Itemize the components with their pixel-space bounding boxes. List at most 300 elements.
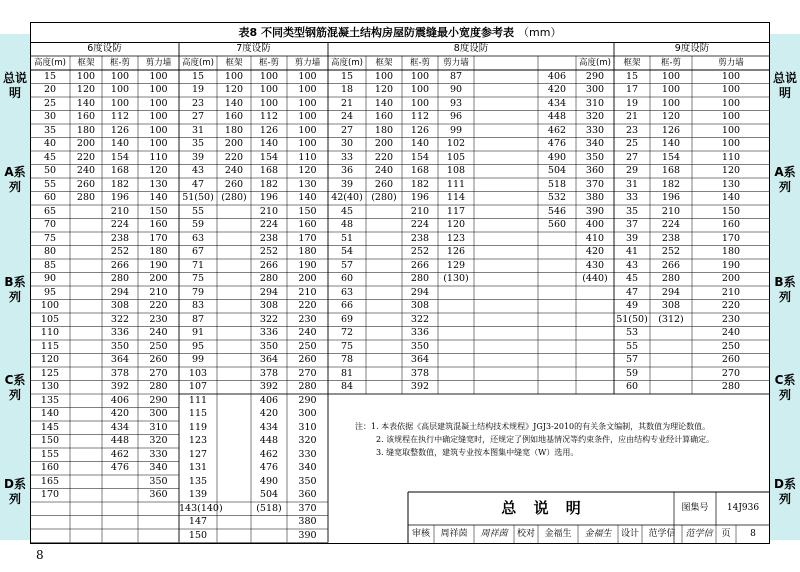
table-cell: 100 bbox=[721, 111, 741, 123]
table-cell: 280 bbox=[410, 273, 430, 285]
table-cell: 360 bbox=[298, 489, 317, 501]
table-cell: 182 bbox=[110, 178, 130, 190]
table-cell: 100 bbox=[76, 70, 96, 82]
table-cell: 294 bbox=[110, 286, 130, 298]
table-cell: 308 bbox=[661, 300, 681, 312]
designer-name: 范学信 bbox=[648, 529, 676, 539]
table-cell: (130) bbox=[443, 273, 469, 285]
check-label: 校对 bbox=[516, 529, 535, 539]
table-cell: 30 bbox=[43, 111, 57, 123]
table-cell: 96 bbox=[449, 111, 463, 123]
table-cell: 31 bbox=[625, 178, 639, 190]
table-cell: 42(40) bbox=[331, 192, 363, 204]
table-cell: 350 bbox=[585, 151, 605, 163]
table-cell: 200 bbox=[149, 273, 168, 285]
table-cell: 39 bbox=[340, 178, 354, 190]
review-label: 审核 bbox=[411, 529, 430, 539]
column-header: 框-剪 bbox=[660, 58, 682, 68]
table-cell: 90 bbox=[43, 273, 57, 285]
table-cell: 168 bbox=[110, 165, 130, 177]
table-cell: 129 bbox=[446, 259, 466, 271]
table-cell: 100 bbox=[298, 124, 317, 136]
table-cell: 350 bbox=[298, 475, 317, 487]
table-cell: 260 bbox=[721, 354, 741, 366]
table-cell: 160 bbox=[40, 462, 60, 474]
column-header: 框架 bbox=[225, 58, 243, 68]
table-cell: 224 bbox=[259, 219, 279, 231]
table-cell: 290 bbox=[298, 394, 317, 406]
table-cell: 160 bbox=[224, 111, 244, 123]
table-cell: 53 bbox=[625, 327, 639, 339]
table-cell: 83 bbox=[191, 300, 205, 312]
table-cell: 21 bbox=[625, 111, 639, 123]
table-cell: 260 bbox=[374, 178, 394, 190]
table-cell: 180 bbox=[224, 124, 244, 136]
table-cell: 15 bbox=[340, 70, 354, 82]
table-cell: 123 bbox=[446, 232, 466, 244]
table-cell: (280) bbox=[221, 192, 247, 204]
column-header: 高度(m) bbox=[182, 58, 214, 68]
table-cell: 300 bbox=[298, 408, 317, 420]
table-cell: 117 bbox=[446, 205, 466, 217]
table-cell: 252 bbox=[410, 246, 430, 258]
table-cell: 266 bbox=[410, 259, 430, 271]
table-cell: 112 bbox=[410, 111, 430, 123]
right-tab-d-series[interactable]: D系列 bbox=[774, 477, 796, 506]
sheet-border bbox=[30, 22, 770, 544]
table-cell: 100 bbox=[410, 97, 430, 109]
table-cell: 75 bbox=[340, 340, 354, 352]
table-cell: 370 bbox=[298, 502, 317, 514]
table-cell: 168 bbox=[661, 165, 681, 177]
side-tab-c-series[interactable]: C系列 bbox=[4, 373, 26, 402]
table-cell: 45 bbox=[43, 151, 57, 163]
table-cell: 504 bbox=[547, 165, 567, 177]
table-cell: 252 bbox=[661, 246, 681, 258]
table-cell: 476 bbox=[547, 138, 567, 150]
table-cell: 100 bbox=[721, 97, 741, 109]
table-cell: 57 bbox=[340, 259, 354, 271]
note-1: 注：1. 本表依据《高层建筑混凝土结构技术规程》JGJ3-2010的有关条文编制，其数值为理论数值。 bbox=[355, 422, 711, 431]
table-cell: 100 bbox=[410, 70, 430, 82]
table-cell: 100 bbox=[721, 138, 741, 150]
table-cell: 100 bbox=[298, 111, 317, 123]
table-cell: 380 bbox=[298, 516, 317, 528]
table-cell: 546 bbox=[547, 205, 567, 217]
table-cell: 322 bbox=[259, 313, 279, 325]
group-header-2: 7度设防 bbox=[236, 43, 271, 54]
table-cell: 280 bbox=[661, 273, 681, 285]
table-cell: 75 bbox=[191, 273, 205, 285]
column-header: 框-剪 bbox=[409, 58, 431, 68]
table-cell: 102 bbox=[446, 138, 466, 150]
table-cell: 392 bbox=[110, 381, 130, 393]
table-cell: 120 bbox=[661, 111, 681, 123]
table-cell: 75 bbox=[43, 232, 57, 244]
table-cell: 120 bbox=[298, 165, 317, 177]
table-cell: 280 bbox=[721, 381, 741, 393]
table-cell: 290 bbox=[149, 394, 168, 406]
table-cell: 20 bbox=[43, 84, 57, 96]
table-cell: 55 bbox=[43, 178, 57, 190]
table-cell: 476 bbox=[259, 462, 279, 474]
table-cell: 65 bbox=[43, 205, 57, 217]
table-cell: 155 bbox=[40, 448, 60, 460]
table-cell: 33 bbox=[625, 192, 639, 204]
table-cell: 50 bbox=[43, 165, 57, 177]
table-cell: 390 bbox=[585, 205, 605, 217]
column-header: 框-剪 bbox=[258, 58, 280, 68]
table-cell: 25 bbox=[43, 97, 57, 109]
table-cell: 100 bbox=[298, 70, 317, 82]
table-cell: 135 bbox=[188, 475, 208, 487]
table-cell: 100 bbox=[259, 70, 279, 82]
table-cell: 168 bbox=[259, 165, 279, 177]
table-cell: 54 bbox=[340, 246, 354, 258]
table-cell: 35 bbox=[43, 124, 57, 136]
table-cell: 100 bbox=[149, 138, 168, 150]
table-cell: 140 bbox=[259, 138, 279, 150]
table-cell: 360 bbox=[585, 165, 605, 177]
drawing-title: 总 说 明 bbox=[501, 499, 587, 517]
checker-name: 金福生 bbox=[544, 529, 572, 539]
table-cell: 150 bbox=[149, 205, 168, 217]
table-cell: 364 bbox=[410, 354, 430, 366]
table-cell: 340 bbox=[298, 462, 317, 474]
table-cell: 196 bbox=[661, 192, 681, 204]
table-cell: 126 bbox=[410, 124, 430, 136]
table-cell: 69 bbox=[340, 313, 354, 325]
table-cell: 308 bbox=[410, 300, 430, 312]
table-cell: 100 bbox=[149, 84, 168, 96]
table-cell: 280 bbox=[149, 381, 168, 393]
column-header: 框架 bbox=[375, 58, 393, 68]
checker-signature: 金福生 bbox=[584, 529, 612, 539]
table-cell: 112 bbox=[110, 111, 130, 123]
table-cell: 79 bbox=[191, 286, 205, 298]
table-cell: 350 bbox=[259, 340, 279, 352]
table-cell: 125 bbox=[40, 367, 60, 379]
table-cell: 45 bbox=[625, 273, 639, 285]
table-cell: 100 bbox=[661, 97, 681, 109]
table-cell: 220 bbox=[224, 151, 244, 163]
table-cell: 308 bbox=[110, 300, 130, 312]
table-cell: (312) bbox=[658, 313, 684, 325]
reviewer-signature: 周祥茵 bbox=[480, 529, 508, 539]
table-cell: 41 bbox=[625, 246, 639, 258]
table-cell: 210 bbox=[661, 205, 681, 217]
table-cell: 165 bbox=[40, 475, 60, 487]
table-cell: 115 bbox=[40, 340, 60, 352]
table-cell: 224 bbox=[661, 219, 681, 231]
table-cell: 25 bbox=[625, 138, 639, 150]
table-cell: 230 bbox=[298, 313, 317, 325]
table-cell: 150 bbox=[40, 435, 60, 447]
table-cell: 91 bbox=[191, 327, 205, 339]
table-cell: 260 bbox=[76, 178, 96, 190]
table-cell: 220 bbox=[149, 300, 168, 312]
table-cell: 406 bbox=[110, 394, 130, 406]
table-cell: 260 bbox=[149, 354, 168, 366]
side-tab-general[interactable]: 总说明 bbox=[2, 71, 27, 100]
table-cell: 100 bbox=[110, 70, 130, 82]
table-cell: 120 bbox=[76, 84, 96, 96]
table-cell: 420 bbox=[110, 408, 130, 420]
table-cell: 280 bbox=[76, 192, 96, 204]
table-cell: 48 bbox=[340, 219, 354, 231]
right-tab-general[interactable]: 总说明 bbox=[772, 71, 797, 100]
table-cell: 210 bbox=[721, 286, 741, 298]
table-cell: 85 bbox=[43, 259, 57, 271]
table-cell: 110 bbox=[721, 151, 741, 163]
table-cell: 190 bbox=[149, 259, 168, 271]
table-cell: 87 bbox=[191, 313, 205, 325]
table-cell: 200 bbox=[374, 138, 394, 150]
table-cell: 140 bbox=[110, 138, 130, 150]
table-cell: (280) bbox=[371, 192, 397, 204]
table-cell: 182 bbox=[661, 178, 681, 190]
column-header: 剪力墙 bbox=[145, 58, 172, 68]
table-cell: 139 bbox=[188, 489, 208, 501]
table-cell: 170 bbox=[40, 489, 60, 501]
table-cell: 126 bbox=[446, 246, 466, 258]
table-cell: 310 bbox=[149, 421, 168, 433]
table-cell: 238 bbox=[259, 232, 279, 244]
table-cell: 330 bbox=[149, 448, 168, 460]
table-cell: 100 bbox=[40, 300, 60, 312]
table-cell: 364 bbox=[259, 354, 279, 366]
note-2: 2. 该规程在执行中确定缝宽时，还规定了例如地基情况等约束条件，应由结构专业经计算确定。 bbox=[376, 435, 715, 444]
table-cell: (518) bbox=[256, 502, 282, 514]
table-cell: 190 bbox=[298, 259, 317, 271]
table-cell: 462 bbox=[547, 124, 567, 136]
table-cell: 220 bbox=[721, 300, 741, 312]
table-cell: 238 bbox=[410, 232, 430, 244]
table-cell: 154 bbox=[661, 151, 681, 163]
table-cell: 336 bbox=[410, 327, 430, 339]
table-cell: 99 bbox=[449, 124, 463, 136]
table-cell: 45 bbox=[340, 205, 354, 217]
table-cell: 100 bbox=[110, 97, 130, 109]
table-cell: 40 bbox=[43, 138, 57, 150]
table-cell: 21 bbox=[340, 97, 354, 109]
table-cell: 330 bbox=[298, 448, 317, 460]
table-cell: 100 bbox=[721, 70, 741, 82]
table-cell: 310 bbox=[585, 97, 605, 109]
table-cell: 180 bbox=[374, 124, 394, 136]
table-cell: 154 bbox=[110, 151, 130, 163]
table-cell: 160 bbox=[721, 219, 741, 231]
table-cell: 100 bbox=[259, 97, 279, 109]
table-cell: 420 bbox=[547, 84, 567, 96]
table-cell: 47 bbox=[625, 286, 639, 298]
table-cell: 120 bbox=[446, 219, 466, 231]
table-cell: 448 bbox=[547, 111, 567, 123]
table-cell: 18 bbox=[340, 84, 354, 96]
table-cell: 126 bbox=[259, 124, 279, 136]
table-cell: 196 bbox=[110, 192, 130, 204]
table-cell: 150 bbox=[721, 205, 741, 217]
table-cell: 100 bbox=[410, 84, 430, 96]
table-cell: 100 bbox=[259, 84, 279, 96]
table-cell: 100 bbox=[298, 84, 317, 96]
table-cell: 240 bbox=[721, 327, 741, 339]
table-cell: 168 bbox=[410, 165, 430, 177]
table-cell: 127 bbox=[188, 448, 208, 460]
note-3: 3. 缝宽取整数值，建筑专业按本图集中缝宽（W）选用。 bbox=[376, 448, 579, 457]
table-cell: 105 bbox=[446, 151, 466, 163]
table-cell: 294 bbox=[410, 286, 430, 298]
table-cell: 250 bbox=[721, 340, 741, 352]
table-cell: 63 bbox=[340, 286, 354, 298]
column-header: 高度(m) bbox=[331, 58, 363, 68]
table-cell: 103 bbox=[188, 367, 208, 379]
page-number: 8 bbox=[36, 548, 44, 562]
table-cell: 19 bbox=[625, 97, 639, 109]
group-header-4: 9度设防 bbox=[674, 43, 710, 54]
table-cell: 87 bbox=[449, 70, 463, 82]
table-cell: (440) bbox=[582, 273, 608, 285]
table-cell: 143(140) bbox=[179, 502, 223, 514]
table-cell: 27 bbox=[191, 111, 205, 123]
table-cell: 280 bbox=[110, 273, 130, 285]
table-cell: 126 bbox=[110, 124, 130, 136]
right-tab-a-series[interactable]: A系列 bbox=[774, 165, 796, 194]
table-cell: 320 bbox=[585, 111, 605, 123]
table-cell: 84 bbox=[340, 381, 354, 393]
table-cell: 120 bbox=[149, 165, 168, 177]
column-header: 高度(m) bbox=[34, 58, 66, 68]
table-cell: 170 bbox=[149, 232, 168, 244]
table-cell: 37 bbox=[625, 219, 639, 231]
column-header: 剪力墙 bbox=[294, 58, 321, 68]
table-cell: 224 bbox=[110, 219, 130, 231]
table-cell: 300 bbox=[585, 84, 605, 96]
table-cell: 210 bbox=[110, 205, 130, 217]
table-cell: 80 bbox=[43, 246, 57, 258]
table-cell: 140 bbox=[410, 138, 430, 150]
table-cell: 31 bbox=[191, 124, 205, 136]
side-tab-a-series[interactable]: A系列 bbox=[4, 165, 26, 194]
table-cell: 320 bbox=[298, 435, 317, 447]
table-cell: 140 bbox=[298, 192, 317, 204]
table-cell: 250 bbox=[298, 340, 317, 352]
table-cell: 210 bbox=[410, 205, 430, 217]
table-cell: 160 bbox=[298, 219, 317, 231]
table-cell: 72 bbox=[340, 327, 354, 339]
table-cell: 320 bbox=[149, 435, 168, 447]
table-cell: 150 bbox=[188, 529, 208, 541]
design-label: 设计 bbox=[620, 529, 639, 539]
table-cell: 33 bbox=[340, 151, 354, 163]
table-cell: 15 bbox=[625, 70, 639, 82]
column-header: 框架 bbox=[77, 58, 95, 68]
table-cell: 47 bbox=[191, 178, 205, 190]
table-cell: 51 bbox=[340, 232, 354, 244]
table-cell: 100 bbox=[149, 111, 168, 123]
table-cell: 120 bbox=[40, 354, 60, 366]
table-cell: 336 bbox=[259, 327, 279, 339]
table-cell: 370 bbox=[585, 178, 605, 190]
right-tab-c-series[interactable]: C系列 bbox=[774, 373, 796, 402]
table-cell: 147 bbox=[188, 516, 208, 528]
table-cell: 36 bbox=[340, 165, 354, 177]
table-cell: 196 bbox=[410, 192, 430, 204]
table-cell: 490 bbox=[259, 475, 279, 487]
table-cell: 220 bbox=[374, 151, 394, 163]
table-cell: 126 bbox=[661, 124, 681, 136]
table-cell: 360 bbox=[149, 489, 168, 501]
table-cell: 60 bbox=[43, 192, 57, 204]
table-cell: 240 bbox=[374, 165, 394, 177]
table-cell: 210 bbox=[149, 286, 168, 298]
side-tab-b-series[interactable]: B系列 bbox=[4, 275, 26, 304]
table-cell: 330 bbox=[585, 124, 605, 136]
table-cell: 210 bbox=[259, 205, 279, 217]
table-cell: 504 bbox=[259, 489, 279, 501]
side-tab-d-series[interactable]: D系列 bbox=[4, 477, 26, 506]
right-tab-b-series[interactable]: B系列 bbox=[774, 275, 796, 304]
table-cell: 434 bbox=[110, 421, 130, 433]
table-title: 表8 不同类型钢筋混凝土结构房屋防震缝最小宽度参考表 （mm） bbox=[30, 22, 770, 43]
table-cell: 30 bbox=[340, 138, 354, 150]
table-cell: 35 bbox=[625, 205, 639, 217]
table-cell: 100 bbox=[298, 97, 317, 109]
table-cell: 410 bbox=[585, 232, 605, 244]
table-cell: 224 bbox=[410, 219, 430, 231]
table-cell: 140 bbox=[224, 97, 244, 109]
table-cell: 532 bbox=[547, 192, 567, 204]
table-cell: 140 bbox=[721, 192, 741, 204]
table-cell: 100 bbox=[721, 124, 741, 136]
table-cell: 119 bbox=[188, 421, 208, 433]
table-cell: 340 bbox=[149, 462, 168, 474]
table-cell: 114 bbox=[446, 192, 466, 204]
table-cell: 24 bbox=[340, 111, 354, 123]
table-cell: 378 bbox=[410, 367, 430, 379]
atlas-no-label: 图集号 bbox=[681, 503, 709, 513]
table-cell: 154 bbox=[259, 151, 279, 163]
table-cell: 294 bbox=[661, 286, 681, 298]
table-cell: 364 bbox=[110, 354, 130, 366]
table-cell: 130 bbox=[721, 178, 741, 190]
table-cell: 196 bbox=[259, 192, 279, 204]
column-header: 框-剪 bbox=[109, 58, 131, 68]
table-cell: 78 bbox=[340, 354, 354, 366]
table-cell: 67 bbox=[191, 246, 205, 258]
designer-signature: 范学信 bbox=[685, 529, 713, 539]
table-cell: 378 bbox=[110, 367, 130, 379]
table-cell: 238 bbox=[661, 232, 681, 244]
group-header-1: 6度设防 bbox=[87, 43, 122, 54]
table-cell: 23 bbox=[191, 97, 205, 109]
table-cell: 340 bbox=[585, 138, 605, 150]
table-cell: 63 bbox=[191, 232, 205, 244]
table-cell: 290 bbox=[585, 70, 605, 82]
table-cell: 19 bbox=[191, 84, 205, 96]
table-cell: 378 bbox=[259, 367, 279, 379]
column-header: 高度(m) bbox=[579, 58, 611, 68]
table-cell: 322 bbox=[410, 313, 430, 325]
table-cell: 220 bbox=[76, 151, 96, 163]
table-cell: 15 bbox=[191, 70, 205, 82]
table-cell: 27 bbox=[625, 151, 639, 163]
table-cell: 100 bbox=[661, 84, 681, 96]
group-header-3: 8度设防 bbox=[453, 43, 489, 54]
page-no: 8 bbox=[750, 529, 756, 539]
table-cell: 140 bbox=[40, 408, 60, 420]
table-cell: 294 bbox=[259, 286, 279, 298]
